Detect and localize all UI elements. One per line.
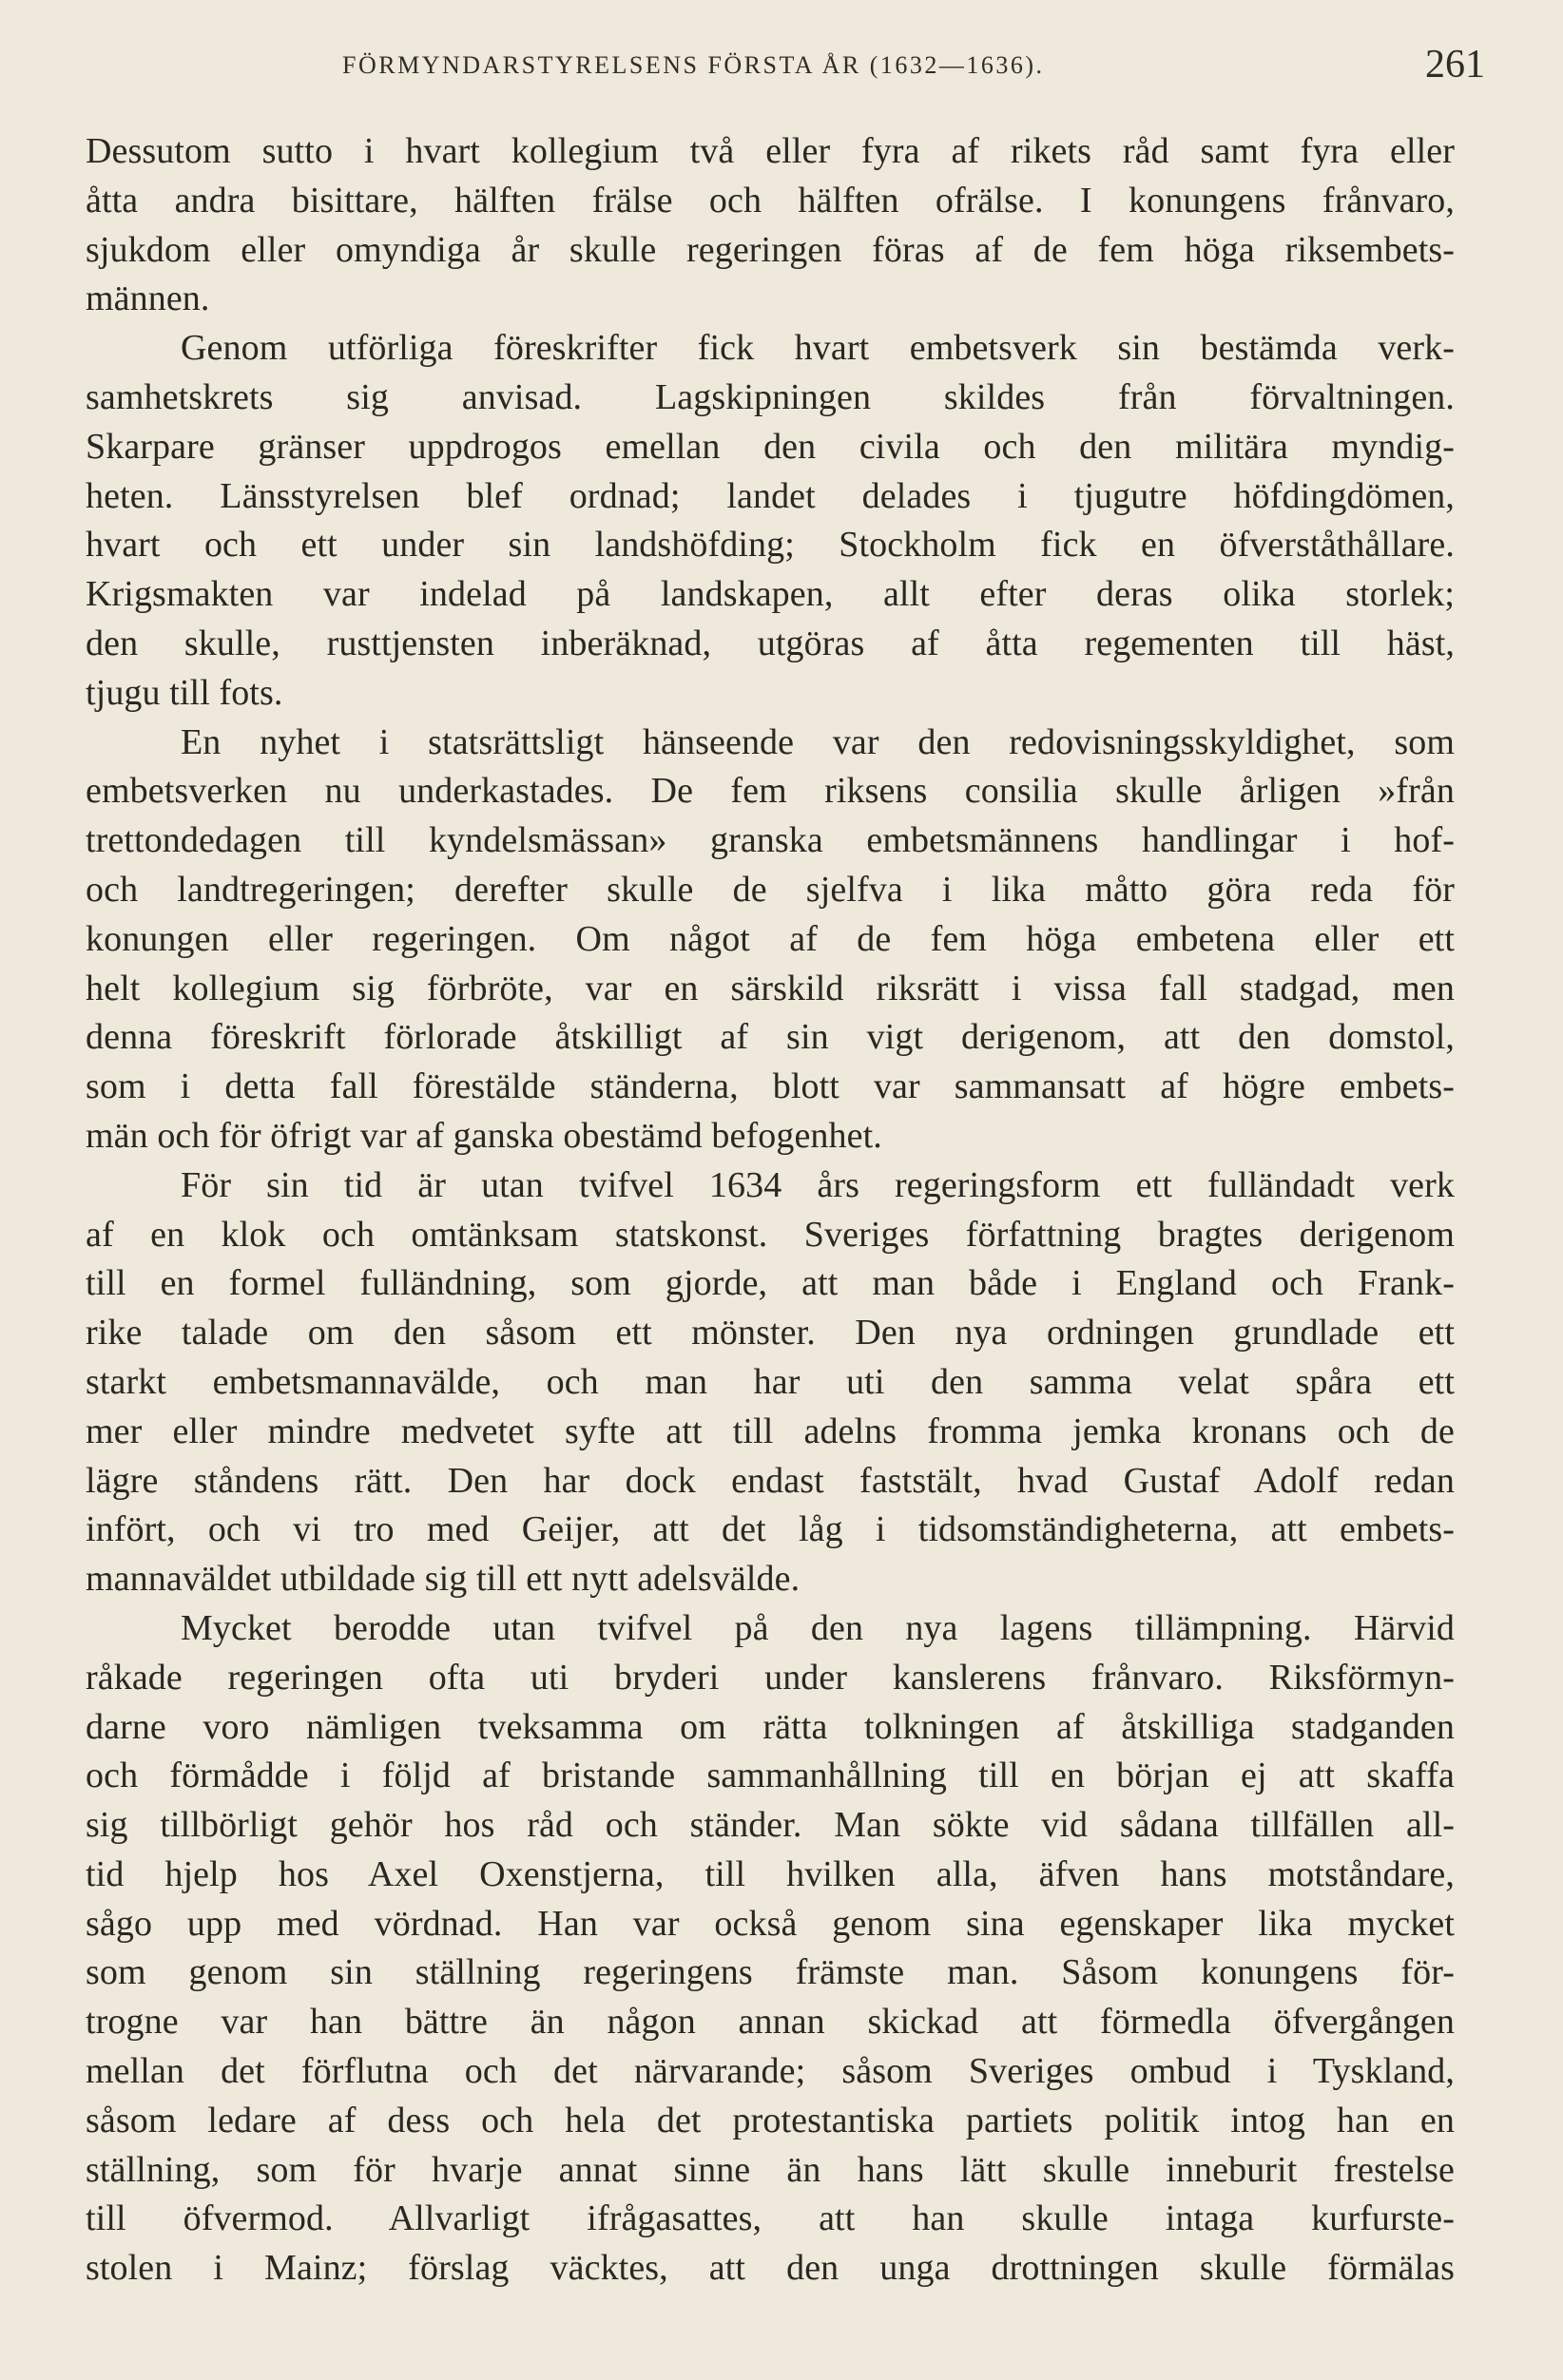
running-head: FÖRMYNDARSTYRELSENS FÖRSTA ÅR (1632—1636). [342,51,1045,79]
text-line: darne voro nämligen tveksamma om rätta tolkningen af åtskilliga stadganden [86,1706,1455,1747]
text-line: såsom ledare af dess och hela det protestantiska partiets politik intog han en [86,2100,1455,2140]
text-line: mellan det förflutna och det närvarande; såsom Sveriges ombud i Tyskland, [86,2051,1455,2092]
text-line: infört, och vi tro med Geijer, att det låg i tidsomständigheterna, att embets- [86,1509,1455,1550]
text-line: stolen i Mainz; förslag väcktes, att den unga drottningen skulle förmälas [86,2248,1455,2289]
text-line: embetsverken nu underkastades. De fem riksens consilia skulle årligen »från [86,771,1455,812]
text-line: tid hjelp hos Axel Oxenstjerna, till hvilken alla, äfven hans motståndare, [86,1853,1455,1894]
text-line: af en klok och omtänksam statskonst. Sveriges författning bragtes derigenom [86,1214,1455,1255]
text-line: En nyhet i statsrättsligt hänseende var den redovisningsskyldighet, som [181,721,1455,762]
text-line: mannaväldet utbildade sig till ett nytt adelsvälde. [86,1559,801,1600]
text-line: som i detta fall förestälde ständerna, blott var sammansatt af högre embets- [86,1066,1455,1107]
text-line: trettondedagen till kyndelsmässan» granska embetsmännens handlingar i hof- [86,820,1455,861]
text-line: helt kollegium sig förbröte, var en särskild riksrätt i vissa fall stadgad, men [86,968,1455,1008]
text-line: och förmådde i följd af bristande sammanhållning till en början ej att skaffa [86,1756,1455,1796]
text-line: till en formel fulländning, som gjorde, att man både i England och Frank- [86,1263,1455,1304]
text-line: männen. [86,278,210,319]
page-header [86,43,1485,103]
text-line: tjugu till fots. [86,672,283,713]
text-line: och landtregeringen; derefter skulle de sjelfva i lika måtto göra reda för [86,869,1455,910]
text-line: starkt embetsmannavälde, och man har uti den samma velat spåra ett [86,1361,1455,1402]
text-line: hvart och ett under sin landshöfding; Stockholm fick en öfverståthållare. [86,525,1455,566]
text-line: Skarpare gränser uppdrogos emellan den civila och den militära myndig- [86,426,1455,467]
text-line: Genom utförliga föreskrifter fick hvart embetsverk sin bestämda verk- [181,328,1455,369]
text-line: till öfvermod. Allvarligt ifrågasattes, att han skulle intaga kurfurste- [86,2198,1455,2239]
text-line: sig tillbörligt gehör hos råd och ständer. Man sökte vid sådana tillfällen all- [86,1805,1455,1846]
text-line: Dessutom sutto i hvart kollegium två eller fyra af rikets råd samt fyra eller [86,131,1455,171]
text-line: lägre ståndens rätt. Den har dock endast faststält, hvad Gustaf Adolf redan [86,1460,1455,1501]
text-line: För sin tid är utan tvifvel 1634 års regeringsform ett fulländadt verk [181,1164,1455,1205]
text-line: Mycket berodde utan tvifvel på den nya lagens tillämpning. Härvid [181,1607,1455,1648]
text-line: män och för öfrigt var af ganska obestämd befogenhet. [86,1115,882,1156]
text-line: konungen eller regeringen. Om något af de fem höga embetena eller ett [86,918,1455,959]
text-line: rike talade om den såsom ett mönster. Den nya ordningen grundlade ett [86,1313,1455,1353]
text-line: Krigsmakten var indelad på landskapen, allt efter deras olika storlek; [86,574,1455,615]
text-line: samhetskrets sig anvisad. Lagskipningen skildes från förvaltningen. [86,376,1455,417]
text-line: ställning, som för hvarje annat sinne än hans lätt skulle inneburit frestelse [86,2149,1455,2190]
page-number: 261 [1425,43,1485,86]
text-line: råkade regeringen ofta uti bryderi under kanslerens frånvaro. Riksförmyn- [86,1657,1455,1698]
text-line: sjukdom eller omyndiga år skulle regeringen föras af de fem höga riksembets- [86,229,1455,270]
text-line: åtta andra bisittare, hälften frälse och hälften ofrälse. I konungens frånvaro, [86,180,1455,221]
text-line: trogne var han bättre än någon annan skickad att förmedla öfvergången [86,2002,1455,2043]
text-line: denna föreskrift förlorade åtskilligt af sin vigt derigenom, att den domstol, [86,1017,1455,1058]
text-line: heten. Länsstyrelsen blef ordnad; landet delades i tjugutre höfdingdömen, [86,475,1455,516]
text-line: den skulle, rusttjensten inberäknad, utgöras af åtta regementen till häst, [86,623,1455,663]
text-line: sågo upp med vördnad. Han var också genom sina egenskaper lika mycket [86,1903,1455,1944]
body-text [86,127,1455,2294]
text-line: som genom sin ställning regeringens främste man. Såsom konungens för- [86,1952,1455,1993]
text-line: mer eller mindre medvetet syfte att till adelns fromma jemka kronans och de [86,1411,1455,1451]
